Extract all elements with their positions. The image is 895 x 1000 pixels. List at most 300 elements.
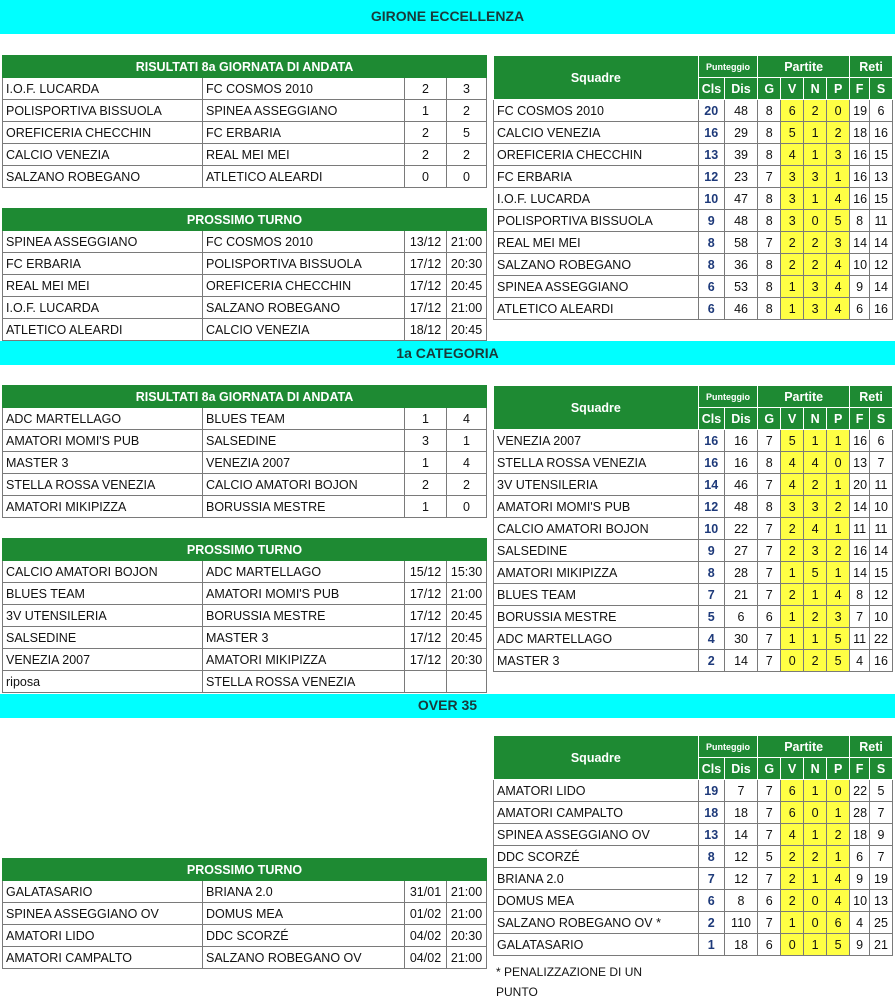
drawn: 0 bbox=[804, 912, 827, 934]
table-row bbox=[3, 881, 487, 903]
c4: 2 bbox=[447, 474, 487, 496]
away-team: SALZANO ROBEGANO bbox=[203, 297, 405, 319]
away-team: ATLETICO ALEARDI bbox=[203, 166, 405, 188]
won: 1 bbox=[781, 628, 804, 650]
penalty-note: * PENALIZZAZIONE DI UN PUNTO bbox=[496, 965, 643, 999]
goals-against: 21 bbox=[869, 934, 892, 956]
home-team: AMATORI MOMI'S PUB bbox=[3, 430, 203, 452]
table-row bbox=[494, 628, 893, 650]
discipline: 21 bbox=[724, 584, 757, 606]
away-team: BRIANA 2.0 bbox=[203, 881, 405, 903]
home-team: STELLA ROSSA VENEZIA bbox=[3, 474, 203, 496]
home-team: CALCIO AMATORI BOJON bbox=[3, 561, 203, 583]
played: 7 bbox=[758, 628, 781, 650]
won: 4 bbox=[781, 144, 804, 166]
c3: 1 bbox=[405, 408, 447, 430]
header-p: P bbox=[827, 78, 850, 100]
table-row bbox=[494, 890, 893, 912]
goals-for: 9 bbox=[850, 868, 870, 890]
played: 7 bbox=[758, 232, 781, 254]
home-team: SPINEA ASSEGGIANO OV bbox=[3, 903, 203, 925]
discipline: 18 bbox=[724, 934, 757, 956]
away-team: MASTER 3 bbox=[203, 627, 405, 649]
lost: 1 bbox=[827, 562, 850, 584]
table-row bbox=[494, 254, 893, 276]
drawn: 1 bbox=[804, 780, 827, 802]
table-row bbox=[3, 408, 487, 430]
won: 5 bbox=[781, 122, 804, 144]
header-partite: Partite bbox=[758, 736, 850, 758]
played: 8 bbox=[758, 496, 781, 518]
away-team: BLUES TEAM bbox=[203, 408, 405, 430]
team-name: BRIANA 2.0 bbox=[494, 868, 699, 890]
discipline: 48 bbox=[724, 210, 757, 232]
team-name: REAL MEI MEI bbox=[494, 232, 699, 254]
won: 2 bbox=[781, 846, 804, 868]
played: 7 bbox=[758, 868, 781, 890]
table-row bbox=[494, 232, 893, 254]
team-name: SALSEDINE bbox=[494, 540, 699, 562]
points: 19 bbox=[698, 780, 724, 802]
points: 6 bbox=[698, 276, 724, 298]
goals-against: 9 bbox=[869, 824, 892, 846]
drawn: 3 bbox=[804, 166, 827, 188]
table-title: PROSSIMO TURNO bbox=[3, 539, 487, 561]
points: 16 bbox=[698, 430, 724, 452]
drawn: 1 bbox=[804, 628, 827, 650]
points: 8 bbox=[698, 232, 724, 254]
away-team: CALCIO AMATORI BOJON bbox=[203, 474, 405, 496]
team-name: CALCIO AMATORI BOJON bbox=[494, 518, 699, 540]
goals-for: 10 bbox=[850, 254, 870, 276]
standings-table-eccellenza bbox=[493, 55, 893, 320]
lost: 4 bbox=[827, 584, 850, 606]
lost: 2 bbox=[827, 540, 850, 562]
goals-for: 10 bbox=[850, 890, 870, 912]
table-row bbox=[494, 584, 893, 606]
table-row bbox=[3, 583, 487, 605]
team-name: STELLA ROSSA VENEZIA bbox=[494, 452, 699, 474]
next-round-table-over35 bbox=[2, 858, 487, 969]
standings-table-over35 bbox=[493, 735, 893, 956]
c3: 15/12 bbox=[405, 561, 447, 583]
points: 12 bbox=[698, 166, 724, 188]
goals-against: 7 bbox=[869, 452, 892, 474]
header-partite: Partite bbox=[758, 56, 850, 78]
away-team: FC COSMOS 2010 bbox=[203, 78, 405, 100]
drawn: 2 bbox=[804, 254, 827, 276]
table-row bbox=[494, 298, 893, 320]
home-team: AMATORI MIKIPIZZA bbox=[3, 496, 203, 518]
home-team: riposa bbox=[3, 671, 203, 693]
points: 8 bbox=[698, 254, 724, 276]
drawn: 1 bbox=[804, 430, 827, 452]
header-dis: Dis bbox=[724, 408, 757, 430]
discipline: 36 bbox=[724, 254, 757, 276]
goals-against: 14 bbox=[869, 276, 892, 298]
discipline: 39 bbox=[724, 144, 757, 166]
drawn: 0 bbox=[804, 210, 827, 232]
c4: 20:45 bbox=[447, 605, 487, 627]
goals-for: 16 bbox=[850, 144, 870, 166]
next-round-table-eccellenza bbox=[2, 208, 487, 341]
played: 7 bbox=[758, 584, 781, 606]
goals-against: 14 bbox=[869, 540, 892, 562]
home-team: POLISPORTIVA BISSUOLA bbox=[3, 100, 203, 122]
won: 6 bbox=[781, 100, 804, 122]
c4: 20:30 bbox=[447, 253, 487, 275]
table-row bbox=[494, 276, 893, 298]
table-row bbox=[3, 253, 487, 275]
goals-for: 7 bbox=[850, 606, 870, 628]
lost: 1 bbox=[827, 474, 850, 496]
team-name: AMATORI CAMPALTO bbox=[494, 802, 699, 824]
away-team: ADC MARTELLAGO bbox=[203, 561, 405, 583]
team-name: 3V UTENSILERIA bbox=[494, 474, 699, 496]
goals-for: 22 bbox=[850, 780, 870, 802]
discipline: 18 bbox=[724, 802, 757, 824]
goals-for: 11 bbox=[850, 628, 870, 650]
team-name: AMATORI MOMI'S PUB bbox=[494, 496, 699, 518]
table-row bbox=[3, 166, 487, 188]
header-dis: Dis bbox=[724, 78, 757, 100]
table-row bbox=[3, 275, 487, 297]
lost: 5 bbox=[827, 210, 850, 232]
played: 7 bbox=[758, 780, 781, 802]
team-name: I.O.F. LUCARDA bbox=[494, 188, 699, 210]
drawn: 1 bbox=[804, 868, 827, 890]
away-team: SALZANO ROBEGANO OV bbox=[203, 947, 405, 969]
drawn: 5 bbox=[804, 562, 827, 584]
header-punteggio: Punteggio bbox=[698, 386, 758, 408]
lost: 4 bbox=[827, 298, 850, 320]
team-name: POLISPORTIVA BISSUOLA bbox=[494, 210, 699, 232]
drawn: 1 bbox=[804, 188, 827, 210]
table-row bbox=[494, 100, 893, 122]
discipline: 29 bbox=[724, 122, 757, 144]
lost: 5 bbox=[827, 628, 850, 650]
c3: 17/12 bbox=[405, 627, 447, 649]
c4: 0 bbox=[447, 496, 487, 518]
lost: 3 bbox=[827, 144, 850, 166]
won: 1 bbox=[781, 562, 804, 584]
team-name: CALCIO VENEZIA bbox=[494, 122, 699, 144]
table-row bbox=[494, 518, 893, 540]
away-team: BORUSSIA MESTRE bbox=[203, 605, 405, 627]
played: 5 bbox=[758, 846, 781, 868]
won: 4 bbox=[781, 824, 804, 846]
table-row bbox=[494, 540, 893, 562]
discipline: 14 bbox=[724, 650, 757, 672]
header-s: S bbox=[869, 758, 892, 780]
drawn: 1 bbox=[804, 144, 827, 166]
c4: 20:45 bbox=[447, 275, 487, 297]
c4: 1 bbox=[447, 430, 487, 452]
home-team: FC ERBARIA bbox=[3, 253, 203, 275]
c4: 2 bbox=[447, 144, 487, 166]
points: 9 bbox=[698, 210, 724, 232]
c3: 2 bbox=[405, 474, 447, 496]
drawn: 4 bbox=[804, 452, 827, 474]
played: 8 bbox=[758, 144, 781, 166]
lost: 5 bbox=[827, 650, 850, 672]
table-row bbox=[3, 496, 487, 518]
played: 7 bbox=[758, 562, 781, 584]
c3: 18/12 bbox=[405, 319, 447, 341]
goals-for: 18 bbox=[850, 122, 870, 144]
home-team: OREFICERIA CHECCHIN bbox=[3, 122, 203, 144]
c4: 5 bbox=[447, 122, 487, 144]
goals-against: 22 bbox=[869, 628, 892, 650]
drawn: 3 bbox=[804, 496, 827, 518]
table-row bbox=[494, 562, 893, 584]
table-row bbox=[494, 144, 893, 166]
lost: 0 bbox=[827, 452, 850, 474]
header-cls: Cls bbox=[698, 758, 724, 780]
goals-against: 16 bbox=[869, 298, 892, 320]
won: 3 bbox=[781, 496, 804, 518]
points: 18 bbox=[698, 802, 724, 824]
points: 10 bbox=[698, 518, 724, 540]
c4: 3 bbox=[447, 78, 487, 100]
header-reti: Reti bbox=[850, 736, 893, 758]
standings-table-1a-categoria bbox=[493, 385, 893, 672]
away-team: VENEZIA 2007 bbox=[203, 452, 405, 474]
header-s: S bbox=[869, 408, 892, 430]
lost: 5 bbox=[827, 934, 850, 956]
played: 7 bbox=[758, 518, 781, 540]
c4: 15:30 bbox=[447, 561, 487, 583]
goals-for: 16 bbox=[850, 188, 870, 210]
goals-for: 20 bbox=[850, 474, 870, 496]
lost: 6 bbox=[827, 912, 850, 934]
home-team: REAL MEI MEI bbox=[3, 275, 203, 297]
played: 6 bbox=[758, 606, 781, 628]
c3 bbox=[405, 671, 447, 693]
header-p: P bbox=[827, 758, 850, 780]
lost: 4 bbox=[827, 890, 850, 912]
lost: 2 bbox=[827, 824, 850, 846]
table-title: PROSSIMO TURNO bbox=[3, 859, 487, 881]
discipline: 22 bbox=[724, 518, 757, 540]
goals-for: 8 bbox=[850, 584, 870, 606]
header-squadre: Squadre bbox=[494, 386, 699, 430]
table-row bbox=[3, 671, 487, 693]
lost: 1 bbox=[827, 430, 850, 452]
table-row bbox=[3, 649, 487, 671]
won: 2 bbox=[781, 540, 804, 562]
points: 6 bbox=[698, 298, 724, 320]
header-p: P bbox=[827, 408, 850, 430]
won: 6 bbox=[781, 780, 804, 802]
drawn: 1 bbox=[804, 824, 827, 846]
discipline: 23 bbox=[724, 166, 757, 188]
c3: 17/12 bbox=[405, 297, 447, 319]
c3: 0 bbox=[405, 166, 447, 188]
discipline: 16 bbox=[724, 430, 757, 452]
table-row bbox=[494, 780, 893, 802]
table-row bbox=[494, 474, 893, 496]
team-name: ADC MARTELLAGO bbox=[494, 628, 699, 650]
header-punteggio: Punteggio bbox=[698, 56, 758, 78]
c4: 20:30 bbox=[447, 925, 487, 947]
goals-for: 4 bbox=[850, 650, 870, 672]
goals-against: 13 bbox=[869, 166, 892, 188]
c3: 17/12 bbox=[405, 649, 447, 671]
results-table-eccellenza bbox=[2, 55, 487, 188]
goals-for: 16 bbox=[850, 166, 870, 188]
goals-against: 12 bbox=[869, 584, 892, 606]
table-row bbox=[494, 934, 893, 956]
goals-against: 5 bbox=[869, 780, 892, 802]
away-team: REAL MEI MEI bbox=[203, 144, 405, 166]
table-row bbox=[494, 802, 893, 824]
header-reti: Reti bbox=[850, 56, 893, 78]
header-squadre: Squadre bbox=[494, 56, 699, 100]
goals-for: 8 bbox=[850, 210, 870, 232]
table-row bbox=[3, 231, 487, 253]
lost: 3 bbox=[827, 606, 850, 628]
lost: 4 bbox=[827, 254, 850, 276]
points: 2 bbox=[698, 912, 724, 934]
goals-against: 25 bbox=[869, 912, 892, 934]
header-cls: Cls bbox=[698, 408, 724, 430]
points: 4 bbox=[698, 628, 724, 650]
played: 8 bbox=[758, 254, 781, 276]
lost: 4 bbox=[827, 188, 850, 210]
discipline: 16 bbox=[724, 452, 757, 474]
drawn: 2 bbox=[804, 232, 827, 254]
discipline: 30 bbox=[724, 628, 757, 650]
won: 2 bbox=[781, 518, 804, 540]
c4: 21:00 bbox=[447, 881, 487, 903]
lost: 2 bbox=[827, 496, 850, 518]
discipline: 14 bbox=[724, 824, 757, 846]
team-name: AMATORI MIKIPIZZA bbox=[494, 562, 699, 584]
away-team: AMATORI MOMI'S PUB bbox=[203, 583, 405, 605]
goals-against: 15 bbox=[869, 188, 892, 210]
discipline: 6 bbox=[724, 606, 757, 628]
won: 5 bbox=[781, 430, 804, 452]
table-row bbox=[494, 868, 893, 890]
header-v: V bbox=[781, 758, 804, 780]
c4: 20:45 bbox=[447, 319, 487, 341]
discipline: 110 bbox=[724, 912, 757, 934]
away-team: STELLA ROSSA VENEZIA bbox=[203, 671, 405, 693]
lost: 3 bbox=[827, 232, 850, 254]
played: 7 bbox=[758, 430, 781, 452]
header-n: N bbox=[804, 408, 827, 430]
points: 16 bbox=[698, 122, 724, 144]
team-name: ATLETICO ALEARDI bbox=[494, 298, 699, 320]
points: 12 bbox=[698, 496, 724, 518]
discipline: 8 bbox=[724, 890, 757, 912]
won: 2 bbox=[781, 254, 804, 276]
home-team: VENEZIA 2007 bbox=[3, 649, 203, 671]
played: 8 bbox=[758, 100, 781, 122]
goals-against: 10 bbox=[869, 496, 892, 518]
table-row bbox=[3, 100, 487, 122]
header-f: F bbox=[850, 78, 870, 100]
home-team: 3V UTENSILERIA bbox=[3, 605, 203, 627]
played: 8 bbox=[758, 188, 781, 210]
table-row bbox=[3, 474, 487, 496]
home-team: AMATORI LIDO bbox=[3, 925, 203, 947]
home-team: SALSEDINE bbox=[3, 627, 203, 649]
c3: 17/12 bbox=[405, 253, 447, 275]
drawn: 1 bbox=[804, 934, 827, 956]
team-name: MASTER 3 bbox=[494, 650, 699, 672]
drawn: 3 bbox=[804, 276, 827, 298]
away-team: FC ERBARIA bbox=[203, 122, 405, 144]
c3: 1 bbox=[405, 452, 447, 474]
team-name: GALATASARIO bbox=[494, 934, 699, 956]
home-team: I.O.F. LUCARDA bbox=[3, 297, 203, 319]
home-team: I.O.F. LUCARDA bbox=[3, 78, 203, 100]
team-name: BORUSSIA MESTRE bbox=[494, 606, 699, 628]
home-team: BLUES TEAM bbox=[3, 583, 203, 605]
discipline: 27 bbox=[724, 540, 757, 562]
header-partite: Partite bbox=[758, 386, 850, 408]
points: 20 bbox=[698, 100, 724, 122]
team-name: DDC SCORZÉ bbox=[494, 846, 699, 868]
drawn: 2 bbox=[804, 650, 827, 672]
played: 7 bbox=[758, 802, 781, 824]
drawn: 2 bbox=[804, 474, 827, 496]
points: 1 bbox=[698, 934, 724, 956]
goals-against: 11 bbox=[869, 474, 892, 496]
table-title: RISULTATI 8a GIORNATA DI ANDATA bbox=[3, 56, 487, 78]
header-v: V bbox=[781, 78, 804, 100]
header-g: G bbox=[758, 408, 781, 430]
played: 7 bbox=[758, 824, 781, 846]
table-row bbox=[494, 650, 893, 672]
away-team: CALCIO VENEZIA bbox=[203, 319, 405, 341]
drawn: 1 bbox=[804, 584, 827, 606]
won: 2 bbox=[781, 890, 804, 912]
lost: 1 bbox=[827, 166, 850, 188]
goals-against: 14 bbox=[869, 232, 892, 254]
goals-against: 11 bbox=[869, 518, 892, 540]
goals-for: 9 bbox=[850, 934, 870, 956]
c3: 17/12 bbox=[405, 583, 447, 605]
discipline: 58 bbox=[724, 232, 757, 254]
home-team: MASTER 3 bbox=[3, 452, 203, 474]
c4: 21:00 bbox=[447, 297, 487, 319]
drawn: 3 bbox=[804, 298, 827, 320]
goals-against: 15 bbox=[869, 562, 892, 584]
away-team: SPINEA ASSEGGIANO bbox=[203, 100, 405, 122]
header-punteggio: Punteggio bbox=[698, 736, 758, 758]
away-team: POLISPORTIVA BISSUOLA bbox=[203, 253, 405, 275]
drawn: 3 bbox=[804, 540, 827, 562]
goals-against: 6 bbox=[869, 430, 892, 452]
table-row bbox=[3, 903, 487, 925]
c3: 1 bbox=[405, 100, 447, 122]
won: 3 bbox=[781, 166, 804, 188]
c3: 13/12 bbox=[405, 231, 447, 253]
team-name: AMATORI LIDO bbox=[494, 780, 699, 802]
away-team: FC COSMOS 2010 bbox=[203, 231, 405, 253]
section-title-eccellenza: GIRONE ECCELLENZA bbox=[0, 0, 895, 34]
table-row bbox=[3, 452, 487, 474]
won: 0 bbox=[781, 934, 804, 956]
points: 14 bbox=[698, 474, 724, 496]
c3: 2 bbox=[405, 122, 447, 144]
goals-for: 16 bbox=[850, 430, 870, 452]
discipline: 28 bbox=[724, 562, 757, 584]
c4: 21:00 bbox=[447, 903, 487, 925]
